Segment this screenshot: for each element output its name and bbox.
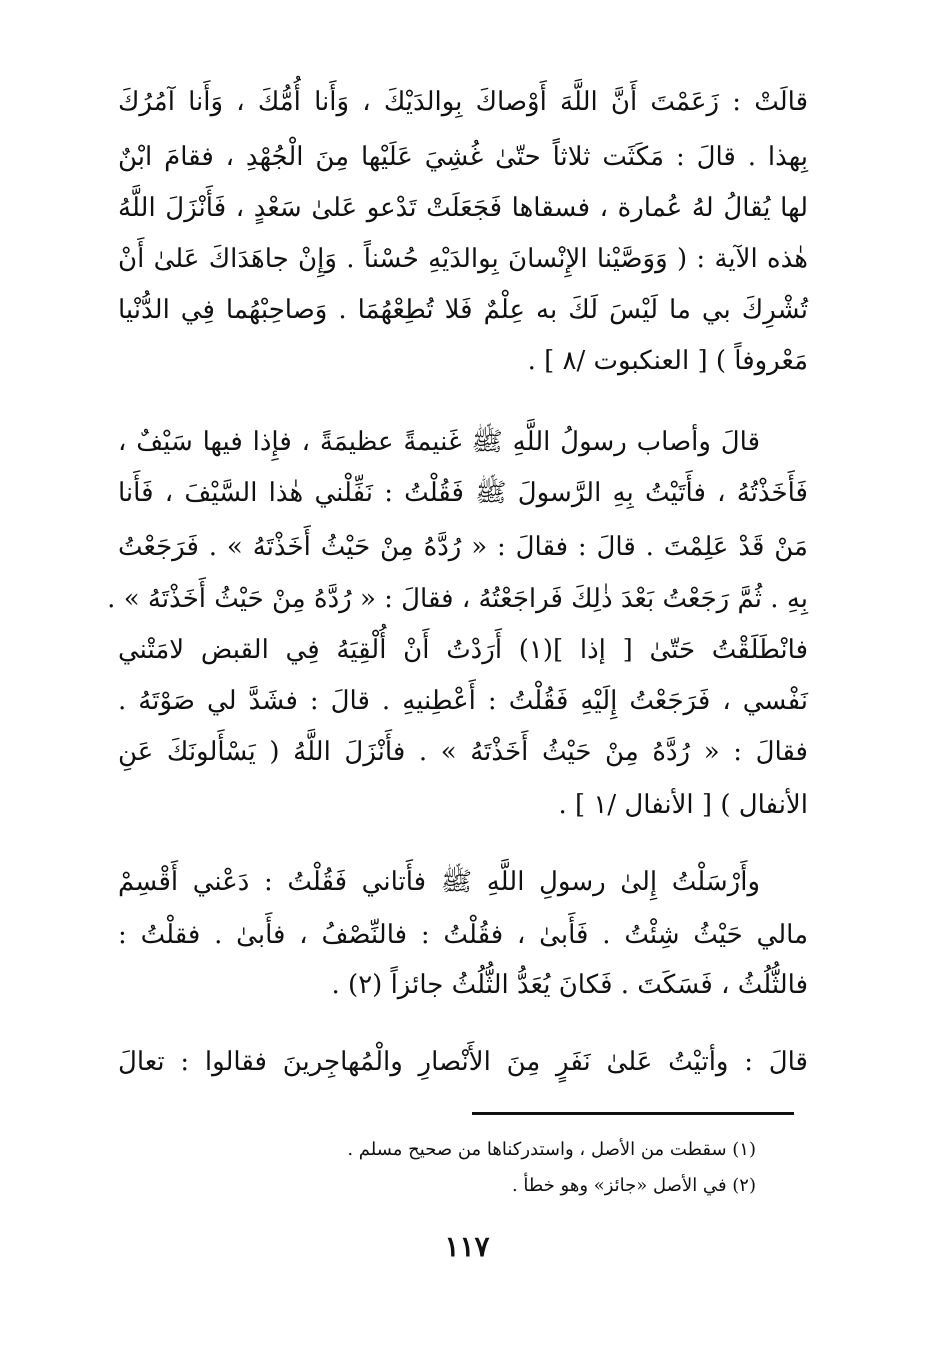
text-line: قالَ وأصاب رسولُ اللَّهِ ﷺ غَنيمةً عظيمَةً ، فإِذا فيها سَيْفٌ ، (118, 427, 760, 457)
text-line: فقالَ : « رُدَّهُ مِنْ حَيْثُ أَخَذْتَهُ » . فأَنْزَلَ اللَّهُ ( يَسْأَلونَكَ عَنِ (118, 737, 808, 767)
text-line: مَنْ قَدْ عَلِمْتَ . قالَ : فقالَ : « رُدَّهُ مِنْ حَيْثُ أَخَذْتَهُ » . فَرَجَعْتُ (118, 532, 808, 562)
footnote-separator (472, 1112, 794, 1115)
text-line: تُشْرِكَ بي ما لَيْسَ لَكَ به عِلْمٌ فَلا تُطِعْهُمَا . وَصاحِبْهُما فِي الدُّنْيا (118, 295, 808, 325)
text-line: نَفْسي ، فَرَجَعْتُ إِلَيْهِ فَقُلْتُ : أَعْطِنيهِ . قالَ : فشَدَّ لي صَوْتَهُ . (118, 686, 808, 716)
text-line: بِهِ . ثُمَّ رَجَعْتُ بَعْدَ ذٰلِكَ فَراجَعْتُهُ ، فقالَ : « رُدَّهُ مِنْ حَيْثُ أَخَذْتَهُ » . (107, 584, 808, 614)
text-line: وأَرْسَلْتُ إِلىٰ رسولِ اللَّهِ ﷺ فأَتاني فَقُلْتُ : دَعْني أَقْسِمْ (118, 867, 760, 897)
text-line: بِهذا . قالَ : مَكَثَت ثلاثاً حتّىٰ غُشِيَ عَلَيْها مِنَ الْجُهْدِ ، فقامَ ابْنٌ (118, 142, 808, 172)
text-line: هٰذه الآية : ( وَوَصَّيْنا الإِنْسانَ بِوالدَيْهِ حُسْناً . وَإِنْ جاهَدَاكَ عَلىٰ أَنْ (118, 244, 808, 274)
text-line: مَعْروفاً ) [ العنكبوت /٨ ] . (527, 346, 808, 376)
text-line: الأنفال ) [ الأنفال /١ ] . (558, 790, 808, 820)
text-line: فالثُّلُثُ ، فَسَكَتَ . فَكانَ يُعَدُّ الثُّلُثُ جائزاً (٢) . (331, 970, 808, 1000)
footnote: (٢) في الأصل «جائز» وهو خطأ . (511, 1175, 756, 1196)
text-line: مالي حَيْثُ شِئْتُ . فَأَبىٰ ، فقُلْتُ : فالنِّصْفُ ، فأَبىٰ . فقلْتُ : (118, 920, 808, 950)
footnote: (١) سقطت من الأصل ، واستدركناها من صحيح مسلم . (347, 1139, 756, 1160)
text-line: لها يُقالُ لهُ عُمارة ، فسقاها فَجَعَلَتْ تَدْعو عَلىٰ سَعْدٍ ، فَأَنْزَلَ اللَّهُ (118, 193, 808, 223)
text-line: قالَتْ : زَعَمْتَ أَنَّ اللَّهَ أَوْصاكَ بِوالدَيْكَ ، وَأَنا أُمُّكَ ، وَأَنا آمُرُكَ (118, 87, 808, 117)
text-line: فانْطَلَقْتُ حَتّىٰ [ إذا ](١) أَرَدْتُ أَنْ أُلْقِيَهُ فِي القبض لامَتْني (118, 635, 808, 665)
text-line: قالَ : وأتيْتُ عَلىٰ نَفَرٍ مِنَ الأَنْصارِ والْمُهاجِرينَ فقالوا : تعالَ (118, 1047, 808, 1077)
page-number: ١١٧ (444, 1230, 490, 1263)
text-line: فَأَخَذْتُهُ ، فأَتَيْتُ بِهِ الرَّسولَ ﷺ فَقُلْتُ : نَفِّلْني هٰذا السَّيْفَ ، فَأَنا (118, 478, 808, 508)
